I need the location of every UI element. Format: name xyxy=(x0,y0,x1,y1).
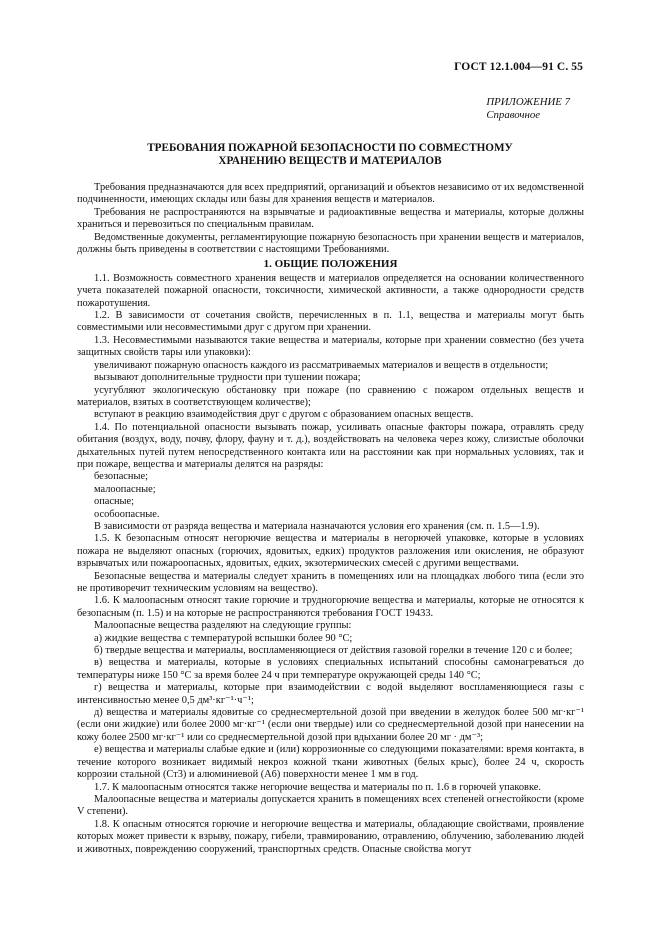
section-body xyxy=(77,273,584,856)
paragraph: Малоопасные вещества разделяют на следующие группы: xyxy=(94,620,352,632)
paragraph: вступают в реакцию взаимодействия друг с другом с образованием опасных веществ. xyxy=(94,409,474,421)
paragraph: 1.5. К безопасным относят негорючие вещества и материалы в негорючей упаковке, которые в условиях пожара не выделяют опасных (горючих, ядовитых, едких) продуктов разложения или окисления, не образуют взрывчатых или пожароопасных, ядовитых, едких, экзотермических смесей с другими веществами. xyxy=(77,533,584,570)
paragraph: 1.3. Несовместимыми называются такие вещества и материалы, которые при хранении совместно (без учета защитных свойств тары или упаковки): xyxy=(77,334,584,359)
paragraph: д) вещества и материалы ядовитые со среднесмертельной дозой при введении в желудок более 500 мг·кг⁻¹ (если они жидкие) или более 2000 мг·кг⁻¹ (если они твердые) или со среднесмертельной дозой при нанесении на кожу более 2500 мг·кг⁻¹ или со среднесмертельной дозой при вдыхании более 20 мг · дм⁻³; xyxy=(77,707,584,743)
paragraph: Требования не распространяются на взрывчатые и радиоактивные вещества и материалы, которые должны храниться и перевозиться по специальным правилам. xyxy=(77,206,584,231)
paragraph: 1.8. К опасным относятся горючие и негорючие вещества и материалы, обладающие свойствами, проявление которых может привести к взрыву, пожару, гибели, травмированию, отравлению, облучению, заболеванию людей и животных, повреждению сооружений, транспортных средств. Опасные свойства могут xyxy=(77,818,584,855)
paragraph: увеличивают пожарную опасность каждого из рассматриваемых материалов и веществ в отдельности; xyxy=(94,359,549,371)
title-line-2: ХРАНЕНИЮ ВЕЩЕСТВ И МАТЕРИАЛОВ xyxy=(218,154,442,167)
title-line-1: ТРЕБОВАНИЯ ПОЖАРНОЙ БЕЗОПАСНОСТИ ПО СОВМЕСТНОМУ xyxy=(147,142,513,154)
paragraph: 1.4. По потенциальной опасности вызывать пожар, усиливать опасные факторы пожара, отравлять среду обитания (воздух, воду, почву, флору, фауну и т. д.), воздействовать на человека через кожу, слизистые оболочки дыхательных путей путем непосредственного контакта или на расстоянии как при нормальных условиях, так и при пожаре, вещества и материалы делятся на разряды: xyxy=(77,421,584,470)
paragraph: усугубляют экологическую обстановку при пожаре (по сравнению с пожаром отдельных веществ и материалов, взятых в соответствующем количестве); xyxy=(77,384,584,408)
paragraph: г) вещества и материалы, которые при взаимодействии с водой выделяют воспламеняющиеся газы с интенсивностью менее 0,5 дм³·кг⁻¹·ч⁻¹; xyxy=(77,682,584,706)
paragraph: б) твердые вещества и материалы, воспламеняющиеся от действия газовой горелки в течение 120 с и более; xyxy=(94,645,573,657)
paragraph: 1.6. К малоопасным относят такие горючие и трудногорючие вещества и материалы, которые не относятся к безопасным (п. 1.5) и на которые не распространяются требования ГОСТ 19433. xyxy=(77,595,584,619)
paragraph: вызывают дополнительные трудности при тушении пожара; xyxy=(94,372,361,384)
paragraph: Малоопасные вещества и материалы допускается хранить в помещениях всех степеней огнестойкости (кроме V степени). xyxy=(77,793,584,818)
paragraph: 1.7. К малоопасным относятся также негорючие вещества и материалы по п. 1.6 в горючей упаковке. xyxy=(94,781,541,793)
appendix-label: ПРИЛОЖЕНИЕ 7 xyxy=(486,96,570,108)
paragraph: Требования предназначаются для всех предприятий, организаций и объектов независимо от их ведомственной подчиненности, имеющих склады или базы для хранения веществ и материалов. xyxy=(77,182,584,206)
intro-block xyxy=(77,182,584,256)
paragraph: Ведомственные документы, регламентирующие пожарную безопасность при хранении веществ и материалов, должны быть приведены в соответствии с настоящими Требованиями. xyxy=(77,231,584,256)
paragraph: малоопасные; xyxy=(94,483,156,495)
document-body xyxy=(77,182,584,856)
appendix-block xyxy=(486,96,570,121)
paragraph: 1.1. Возможность совместного хранения веществ и материалов определяется на основании количественного учета показателей пожарной опасности, токсичности, химической активности, а также однородности средств пожаротушения. xyxy=(77,272,584,309)
paragraph: в) вещества и материалы, которые в условиях специальных испытаний способны самонагреваться до температуры ниже 150 °С за время более 24 ч при температуре окружающей среды 140 °С; xyxy=(77,657,584,681)
appendix-type: Справочное xyxy=(486,108,541,121)
page-header: ГОСТ 12.1.004—91 С. 55 xyxy=(454,61,583,73)
paragraph: 1.2. В зависимости от сочетания свойств, перечисленных в п. 1.1, вещества и материалы могут быть совместимыми или несовместимыми друг с другом при хранении. xyxy=(77,310,584,334)
section-heading: 1. ОБЩИЕ ПОЛОЖЕНИЯ xyxy=(263,258,398,271)
paragraph: а) жидкие вещества с температурой вспышки более 90 °С; xyxy=(94,632,353,644)
paragraph: опасные; xyxy=(94,496,135,508)
paragraph: безопасные; xyxy=(94,471,148,483)
paragraph: В зависимости от разряда вещества и материала назначаются условия его хранения (см. п. 1.5—1.9). xyxy=(94,520,540,532)
paragraph: е) вещества и материалы слабые едкие и (или) коррозионные со следующими показателями: время контакта, в течение которого возникает видимый некроз кожной ткани животных (белых крыс), более 24 ч, скорость коррозии стальной (Ст3) и алюминиевой (А6) поверхности менее 1 мм в год. xyxy=(77,744,584,781)
paragraph: Безопасные вещества и материалы следует хранить в помещениях или на площадках любого типа (если это не противоречит техническим условиям на вещество). xyxy=(77,570,584,594)
document-title xyxy=(90,142,570,167)
paragraph: особоопасные. xyxy=(94,508,160,520)
